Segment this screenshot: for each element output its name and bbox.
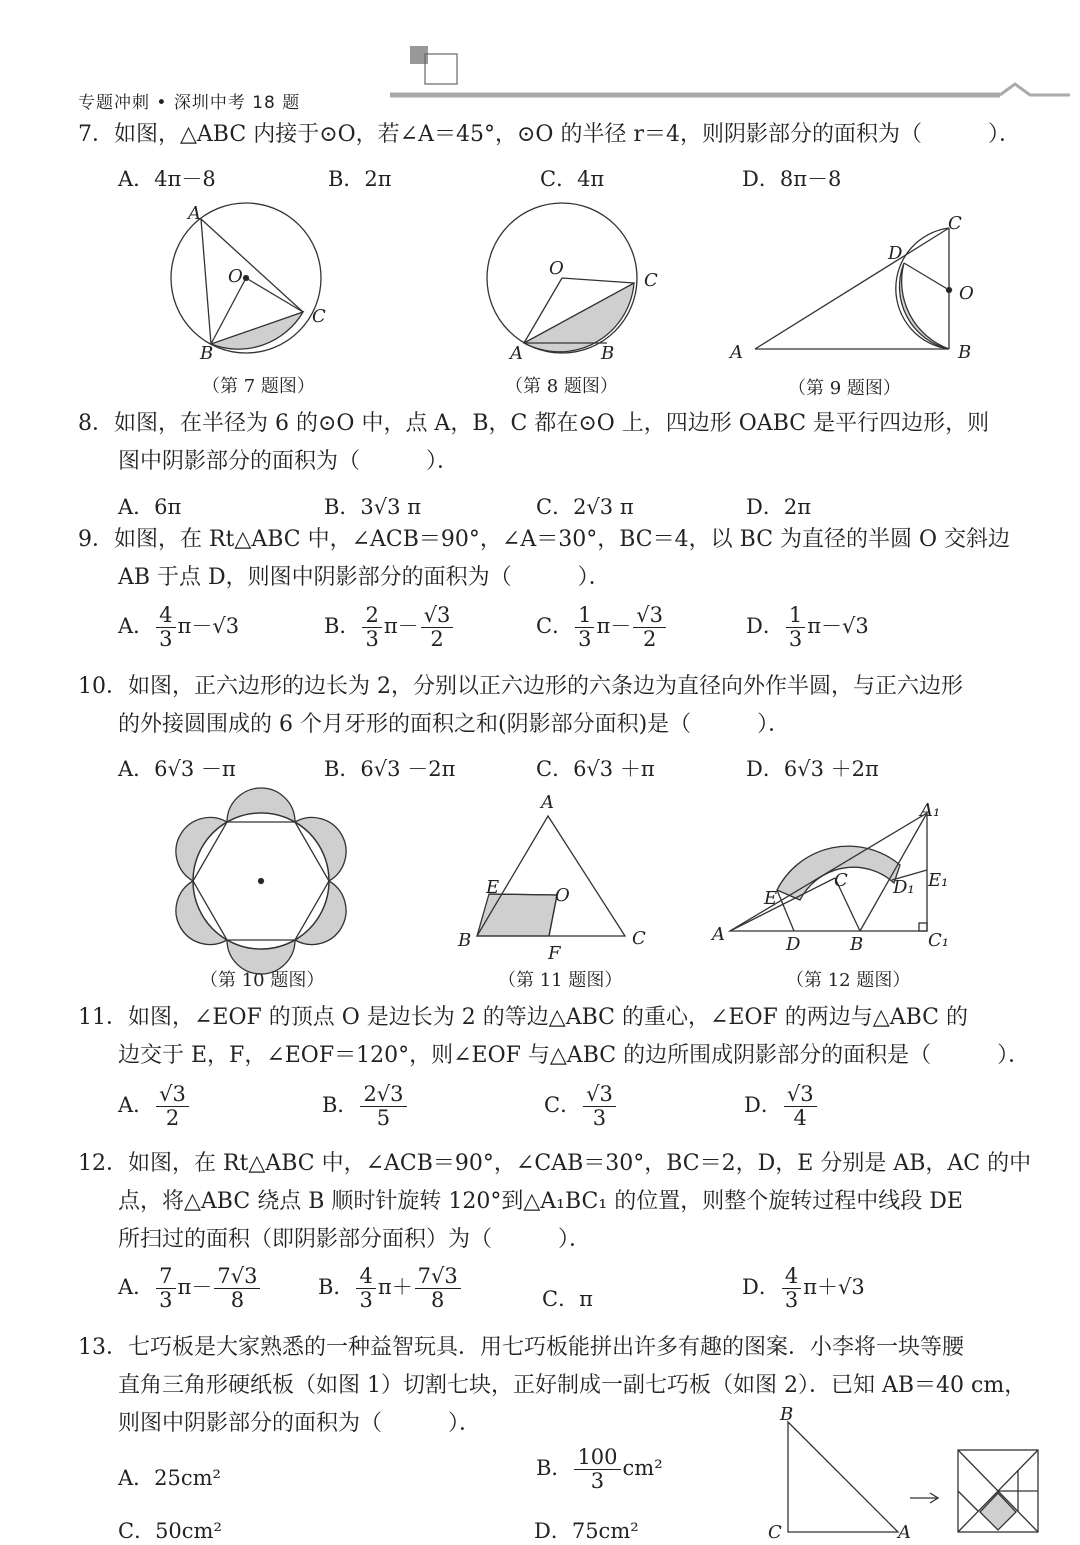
q7-option-a: A．4π－8 bbox=[118, 167, 216, 191]
q13-option-a: A．25cm² bbox=[118, 1466, 221, 1490]
fig7-label-c: C bbox=[312, 306, 326, 327]
q12-option-c: C．π bbox=[542, 1287, 593, 1311]
figure-7 bbox=[168, 205, 348, 375]
q11-option-b: B． $\frac{2√3}{5}$ bbox=[322, 1083, 409, 1130]
fig8-label-b: B bbox=[601, 343, 615, 364]
q9-option-a: A． $\frac{4}{3}$ π－√3 bbox=[118, 603, 240, 652]
fig9-caption: （第 9 题图） bbox=[788, 378, 901, 399]
fig11-caption: （第 11 题图） bbox=[498, 970, 623, 991]
q11-option-c: C． $\frac{√3}{3}$ bbox=[544, 1083, 618, 1130]
q12-stem-line1: 12．如图，在 Rt△ABC 中，∠ACB＝90°，∠CAB＝30°，BC＝2，D，E 分别是 AB，AC 的中 bbox=[78, 1151, 1032, 1176]
fig9-label-d: D bbox=[888, 243, 903, 264]
q10-option-b: B．6√3 －2π bbox=[324, 757, 456, 781]
fig13-label-a: A bbox=[898, 1522, 911, 1543]
q12-option-d: D． $\frac{4}{3}$ π＋√3 bbox=[742, 1264, 865, 1313]
q9-stem-line2: AB 于点 D，则图中阴影部分的面积为（ ）． bbox=[118, 565, 611, 590]
q13-stem-line1: 13．七巧板是大家熟悉的一种益智玩具．用七巧板能拼出许多有趣的图案．小李将一块等腰 bbox=[78, 1335, 964, 1360]
fig8-caption: （第 8 题图） bbox=[505, 376, 618, 397]
q13-option-c: C．50cm² bbox=[118, 1519, 222, 1543]
running-header: 专题冲刺 • 深圳中考 18 题 bbox=[78, 93, 301, 113]
fig12-label-d: D bbox=[786, 934, 801, 955]
fig13-label-b: B bbox=[780, 1404, 794, 1425]
fig8-label-a: A bbox=[510, 343, 523, 364]
q13-option-b: B． $\frac{100}{3}$ cm² bbox=[536, 1445, 663, 1494]
q10-option-a: A．6√3 －π bbox=[118, 757, 236, 781]
fig7-caption: （第 7 题图） bbox=[202, 376, 315, 397]
fig9-label-a: A bbox=[730, 342, 743, 363]
q10-stem-line2: 的外接圆围成的 6 个月牙形的面积之和(阴影部分面积)是（ ）． bbox=[118, 712, 791, 737]
fig12-label-c1: C₁ bbox=[928, 930, 949, 951]
q13-stem-line2: 直角三角形硬纸板（如图 1）切割七块，正好制成一副七巧板（如图 2）．已知 AB＝40 cm， bbox=[118, 1373, 1027, 1398]
q9-stem-line1: 9．如图，在 Rt△ABC 中，∠ACB＝90°，∠A＝30°，BC＝4，以 BC 为直径的半圆 O 交斜边 bbox=[78, 527, 1011, 552]
fig12-label-b: B bbox=[850, 934, 864, 955]
fig12-caption: （第 12 题图） bbox=[786, 970, 911, 991]
fig11-label-e: E bbox=[486, 877, 500, 898]
q11-option-d: D． $\frac{√3}{4}$ bbox=[744, 1083, 819, 1130]
figure-13 bbox=[770, 1400, 1070, 1540]
fig13-label-c: C bbox=[768, 1522, 782, 1543]
q9-option-b: B． $\frac{2}{3}$ π－ $\frac{√3}{2}$ bbox=[324, 604, 455, 651]
q13-option-d: D．75cm² bbox=[534, 1519, 639, 1543]
q12-stem-line3: 所扫过的面积（即阴影部分面积）为（ ）． bbox=[118, 1227, 592, 1252]
q8-stem-line2: 图中阴影部分的面积为（ ）． bbox=[118, 449, 460, 474]
q9-option-c: C． $\frac{1}{3}$ π－ $\frac{√3}{2}$ bbox=[536, 604, 668, 651]
header-decoration bbox=[0, 0, 1080, 110]
fig9-label-o: O bbox=[959, 283, 974, 304]
fig12-label-e: E bbox=[764, 888, 778, 909]
fig11-label-c: C bbox=[632, 928, 646, 949]
fig12-label-c: C bbox=[834, 870, 848, 891]
fig12-label-d1: D₁ bbox=[893, 877, 915, 898]
q8-stem-line1: 8．如图，在半径为 6 的⊙O 中，点 A，B，C 都在⊙O 上，四边形 OABC 是平行四边形，则 bbox=[78, 411, 990, 436]
q13-stem-line3: 则图中阴影部分的面积为（ ）． bbox=[118, 1411, 482, 1436]
q10-option-c: C．6√3 ＋π bbox=[536, 757, 655, 781]
fig8-label-o: O bbox=[549, 258, 564, 279]
q12-option-a: A． $\frac{7}{3}$ π－ $\frac{7√3}{8}$ bbox=[118, 1265, 262, 1312]
fig8-label-c: C bbox=[644, 270, 658, 291]
fig12-label-e1: E₁ bbox=[928, 870, 949, 891]
q9-option-d: D． $\frac{1}{3}$ π－√3 bbox=[746, 603, 869, 652]
fig11-label-b: B bbox=[458, 930, 472, 951]
q11-option-a: A． $\frac{√3}{2}$ bbox=[118, 1083, 191, 1130]
fig9-label-c: C bbox=[948, 213, 962, 234]
q10-stem-line1: 10．如图，正六边形的边长为 2，分别以正六边形的六条边为直径向外作半圆，与正六边形 bbox=[78, 674, 963, 699]
q12-stem-line2: 点，将△ABC 绕点 B 顺时针旋转 120°到△A₁BC₁ 的位置，则整个旋转过程中线段 DE bbox=[118, 1189, 963, 1214]
q12-option-b: B． $\frac{4}{3}$ π＋ $\frac{7√3}{8}$ bbox=[318, 1265, 463, 1312]
figure-10 bbox=[182, 802, 342, 962]
fig12-label-a: A bbox=[712, 924, 725, 945]
fig7-label-b: B bbox=[200, 343, 214, 364]
fig10-caption: （第 10 题图） bbox=[200, 970, 325, 991]
fig7-label-a: A bbox=[188, 203, 201, 224]
q10-option-d: D．6√3 ＋2π bbox=[746, 757, 879, 781]
q7-option-c: C．4π bbox=[540, 167, 605, 191]
fig7-label-o: O bbox=[228, 266, 243, 287]
q8-option-d: D．2π bbox=[746, 495, 811, 519]
fig11-label-o: O bbox=[555, 885, 570, 906]
fig11-label-a: A bbox=[541, 792, 554, 813]
q8-option-c: C．2√3 π bbox=[536, 495, 634, 519]
q7-option-b: B．2π bbox=[328, 167, 392, 191]
q7-option-d: D．8π－8 bbox=[742, 167, 842, 191]
q11-stem-line2: 边交于 E，F，∠EOF＝120°，则∠EOF 与△ABC 的边所围成阴影部分的面积是（ ）． bbox=[118, 1043, 1031, 1068]
fig12-label-a1: A₁ bbox=[920, 800, 941, 821]
fig11-label-f: F bbox=[548, 943, 561, 964]
fig9-label-b: B bbox=[958, 342, 972, 363]
q7-stem: 7．如图，△ABC 内接于⊙O，若∠A＝45°，⊙O 的半径 r＝4，则阴影部分的面积为（ ）． bbox=[78, 122, 1021, 147]
q8-option-b: B．3√3 π bbox=[324, 495, 422, 519]
q8-option-a: A．6π bbox=[118, 495, 182, 519]
q11-stem-line1: 11．如图，∠EOF 的顶点 O 是边长为 2 的等边△ABC 的重心，∠EOF 的两边与△ABC 的 bbox=[78, 1005, 968, 1030]
